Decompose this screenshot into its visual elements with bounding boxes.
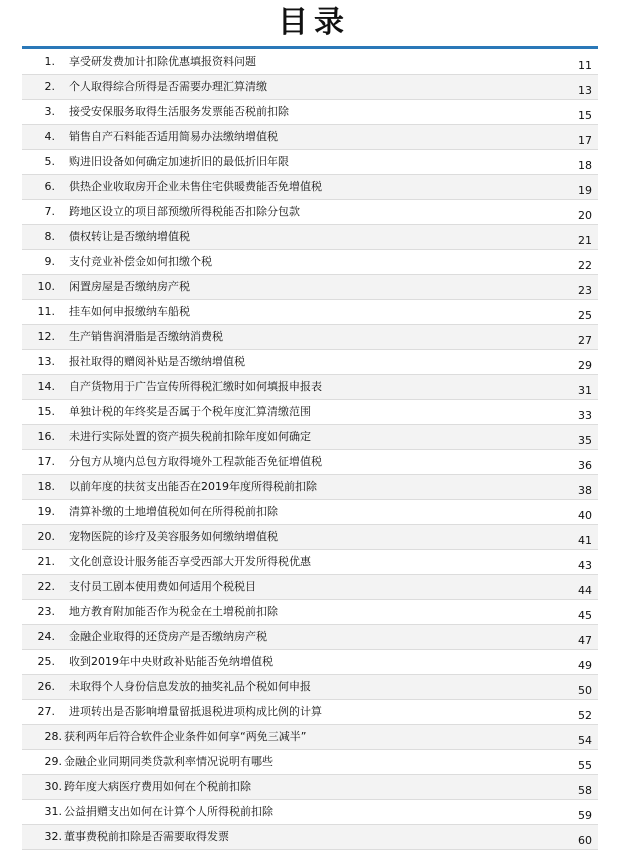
toc-entry-number: 17. xyxy=(37,455,55,468)
toc-entry-number: 5. xyxy=(44,155,55,168)
toc-entry-number: 23. xyxy=(37,605,55,618)
toc-entry-page: 23 xyxy=(578,284,592,297)
toc-entry-page: 54 xyxy=(578,734,592,747)
toc-entry[interactable] xyxy=(22,275,598,300)
toc-entry-number: 30. xyxy=(44,780,62,793)
toc-entry-title: 宠物医院的诊疗及美容服务如何缴纳增值税 xyxy=(69,530,278,543)
toc-entry-number: 8. xyxy=(44,230,55,243)
toc-entry-page: 43 xyxy=(578,559,592,572)
toc-entry-title: 未进行实际处置的资产损失税前扣除年度如何确定 xyxy=(69,430,311,443)
page-title: 目录 xyxy=(278,5,350,40)
toc-entry-title: 挂车如何申报缴纳车船税 xyxy=(69,305,190,318)
toc-entry[interactable] xyxy=(22,450,598,475)
toc-entry[interactable] xyxy=(22,75,598,100)
toc-entry-title: 金融企业同期同类贷款利率情况说明有哪些 xyxy=(64,755,273,768)
toc-entry-number: 2. xyxy=(44,80,55,93)
toc-entry-page: 11 xyxy=(578,59,592,72)
toc-list xyxy=(22,50,598,850)
toc-entry-title: 享受研发费加计扣除优惠填报资料问题 xyxy=(69,55,256,68)
toc-entry-title: 支付员工剧本使用费如何适用个税税目 xyxy=(69,580,256,593)
toc-entry-page: 29 xyxy=(578,359,592,372)
toc-entry-number: 18. xyxy=(37,480,55,493)
toc-entry-page: 58 xyxy=(578,784,592,797)
toc-entry-title: 单独计税的年终奖是否属于个税年度汇算清缴范围 xyxy=(69,405,311,418)
toc-entry-title: 销售自产石料能否适用简易办法缴纳增值税 xyxy=(69,130,278,143)
toc-entry-page: 13 xyxy=(578,84,592,97)
toc-entry-page: 38 xyxy=(578,484,592,497)
toc-entry[interactable] xyxy=(22,625,598,650)
toc-entry[interactable] xyxy=(22,300,598,325)
toc-entry-page: 31 xyxy=(578,384,592,397)
toc-entry-page: 40 xyxy=(578,509,592,522)
toc-entry-title: 收到2019年中央财政补贴能否免纳增值税 xyxy=(69,655,273,668)
toc-entry[interactable] xyxy=(22,125,598,150)
toc-entry[interactable] xyxy=(22,750,598,775)
toc-entry-page: 41 xyxy=(578,534,592,547)
toc-entry-title: 文化创意设计服务能否享受西部大开发所得税优惠 xyxy=(69,555,311,568)
toc-entry[interactable] xyxy=(22,425,598,450)
toc-entry[interactable] xyxy=(22,825,598,850)
toc-entry-title: 跨年度大病医疗费用如何在个税前扣除 xyxy=(64,780,251,793)
toc-entry-number: 3. xyxy=(44,105,55,118)
toc-entry[interactable] xyxy=(22,500,598,525)
toc-entry-number: 15. xyxy=(37,405,55,418)
toc-entry-title: 分包方从境内总包方取得境外工程款能否免征增值税 xyxy=(69,455,322,468)
toc-entry-title: 获利两年后符合软件企业条件如何享“两免三减半” xyxy=(64,730,307,743)
toc-entry[interactable] xyxy=(22,375,598,400)
toc-entry-number: 20. xyxy=(37,530,55,543)
toc-entry-number: 4. xyxy=(44,130,55,143)
toc-entry-number: 22. xyxy=(37,580,55,593)
toc-entry-number: 1. xyxy=(44,55,55,68)
toc-entry-page: 45 xyxy=(578,609,592,622)
toc-entry[interactable] xyxy=(22,550,598,575)
toc-entry[interactable] xyxy=(22,600,598,625)
toc-entry[interactable] xyxy=(22,725,598,750)
toc-entry-number: 26. xyxy=(37,680,55,693)
toc-entry-number: 31. xyxy=(44,805,62,818)
toc-entry-title: 生产销售润滑脂是否缴纳消费税 xyxy=(69,330,223,343)
toc-entry[interactable] xyxy=(22,800,598,825)
toc-entry-title: 以前年度的扶贫支出能否在2019年度所得税前扣除 xyxy=(69,480,317,493)
toc-entry-title: 支付竞业补偿金如何扣缴个税 xyxy=(69,255,212,268)
toc-entry-number: 27. xyxy=(37,705,55,718)
toc-entry[interactable] xyxy=(22,225,598,250)
toc-entry[interactable] xyxy=(22,675,598,700)
toc-entry-title: 金融企业取得的还贷房产是否缴纳房产税 xyxy=(69,630,267,643)
toc-entry-title: 闲置房屋是否缴纳房产税 xyxy=(69,280,190,293)
toc-entry[interactable] xyxy=(22,700,598,725)
toc-entry-title: 董事费税前扣除是否需要取得发票 xyxy=(64,830,229,843)
toc-entry-page: 44 xyxy=(578,584,592,597)
toc-entry-number: 19. xyxy=(37,505,55,518)
toc-entry[interactable] xyxy=(22,575,598,600)
toc-entry-title: 地方教育附加能否作为税金在土增税前扣除 xyxy=(69,605,278,618)
toc-entry-page: 60 xyxy=(578,834,592,847)
toc-entry-page: 17 xyxy=(578,134,592,147)
toc-entry[interactable] xyxy=(22,775,598,800)
toc-entry-title: 自产货物用于广告宣传所得税汇缴时如何填报申报表 xyxy=(69,380,322,393)
toc-entry-title: 个人取得综合所得是否需要办理汇算清缴 xyxy=(69,80,267,93)
toc-entry-number: 14. xyxy=(37,380,55,393)
toc-entry-number: 32. xyxy=(44,830,62,843)
toc-entry-page: 19 xyxy=(578,184,592,197)
toc-entry[interactable] xyxy=(22,650,598,675)
toc-entry-title: 进项转出是否影响增量留抵退税进项构成比例的计算 xyxy=(69,705,322,718)
toc-entry-page: 49 xyxy=(578,659,592,672)
toc-entry-number: 21. xyxy=(37,555,55,568)
toc-entry[interactable] xyxy=(22,175,598,200)
title-divider xyxy=(22,46,598,49)
toc-entry-number: 12. xyxy=(37,330,55,343)
toc-entry-page: 22 xyxy=(578,259,592,272)
toc-entry[interactable] xyxy=(22,400,598,425)
toc-entry-page: 21 xyxy=(578,234,592,247)
toc-entry-title: 报社取得的赠阅补贴是否缴纳增值税 xyxy=(69,355,245,368)
toc-entry[interactable] xyxy=(22,100,598,125)
toc-entry-page: 27 xyxy=(578,334,592,347)
toc-entry-title: 接受安保服务取得生活服务发票能否税前扣除 xyxy=(69,105,289,118)
toc-entry[interactable] xyxy=(22,475,598,500)
toc-entry-title: 公益捐赠支出如何在计算个人所得税前扣除 xyxy=(64,805,273,818)
toc-entry-page: 25 xyxy=(578,309,592,322)
toc-entry-number: 13. xyxy=(37,355,55,368)
toc-entry[interactable] xyxy=(22,50,598,75)
toc-entry-number: 7. xyxy=(44,205,55,218)
toc-entry-title: 跨地区设立的项目部预缴所得税能否扣除分包款 xyxy=(69,205,300,218)
toc-entry-number: 29. xyxy=(44,755,62,768)
toc-entry[interactable] xyxy=(22,525,598,550)
toc-entry-title: 未取得个人身份信息发放的抽奖礼品个税如何申报 xyxy=(69,680,311,693)
toc-entry-page: 52 xyxy=(578,709,592,722)
toc-entry-number: 16. xyxy=(37,430,55,443)
toc-entry-number: 24. xyxy=(37,630,55,643)
toc-entry[interactable] xyxy=(22,350,598,375)
toc-entry[interactable] xyxy=(22,250,598,275)
toc-entry[interactable] xyxy=(22,200,598,225)
toc-entry-page: 20 xyxy=(578,209,592,222)
toc-entry-page: 18 xyxy=(578,159,592,172)
toc-entry-number: 10. xyxy=(37,280,55,293)
toc-entry-number: 11. xyxy=(37,305,55,318)
toc-entry-title: 购进旧设备如何确定加速折旧的最低折旧年限 xyxy=(69,155,289,168)
toc-entry[interactable] xyxy=(22,325,598,350)
toc-entry-page: 47 xyxy=(578,634,592,647)
toc-entry-page: 15 xyxy=(578,109,592,122)
toc-entry[interactable] xyxy=(22,150,598,175)
toc-entry-number: 9. xyxy=(44,255,55,268)
toc-entry-number: 6. xyxy=(44,180,55,193)
toc-entry-page: 36 xyxy=(578,459,592,472)
toc-entry-number: 28. xyxy=(44,730,62,743)
toc-entry-title: 供热企业收取房开企业未售住宅供暖费能否免增值税 xyxy=(69,180,322,193)
toc-entry-number: 25. xyxy=(37,655,55,668)
toc-entry-page: 59 xyxy=(578,809,592,822)
toc-entry-page: 35 xyxy=(578,434,592,447)
toc-entry-title: 债权转让是否缴纳增值税 xyxy=(69,230,190,243)
toc-entry-page: 55 xyxy=(578,759,592,772)
toc-entry-page: 33 xyxy=(578,409,592,422)
toc-entry-page: 50 xyxy=(578,684,592,697)
toc-entry-title: 清算补缴的土地增值税如何在所得税前扣除 xyxy=(69,505,278,518)
